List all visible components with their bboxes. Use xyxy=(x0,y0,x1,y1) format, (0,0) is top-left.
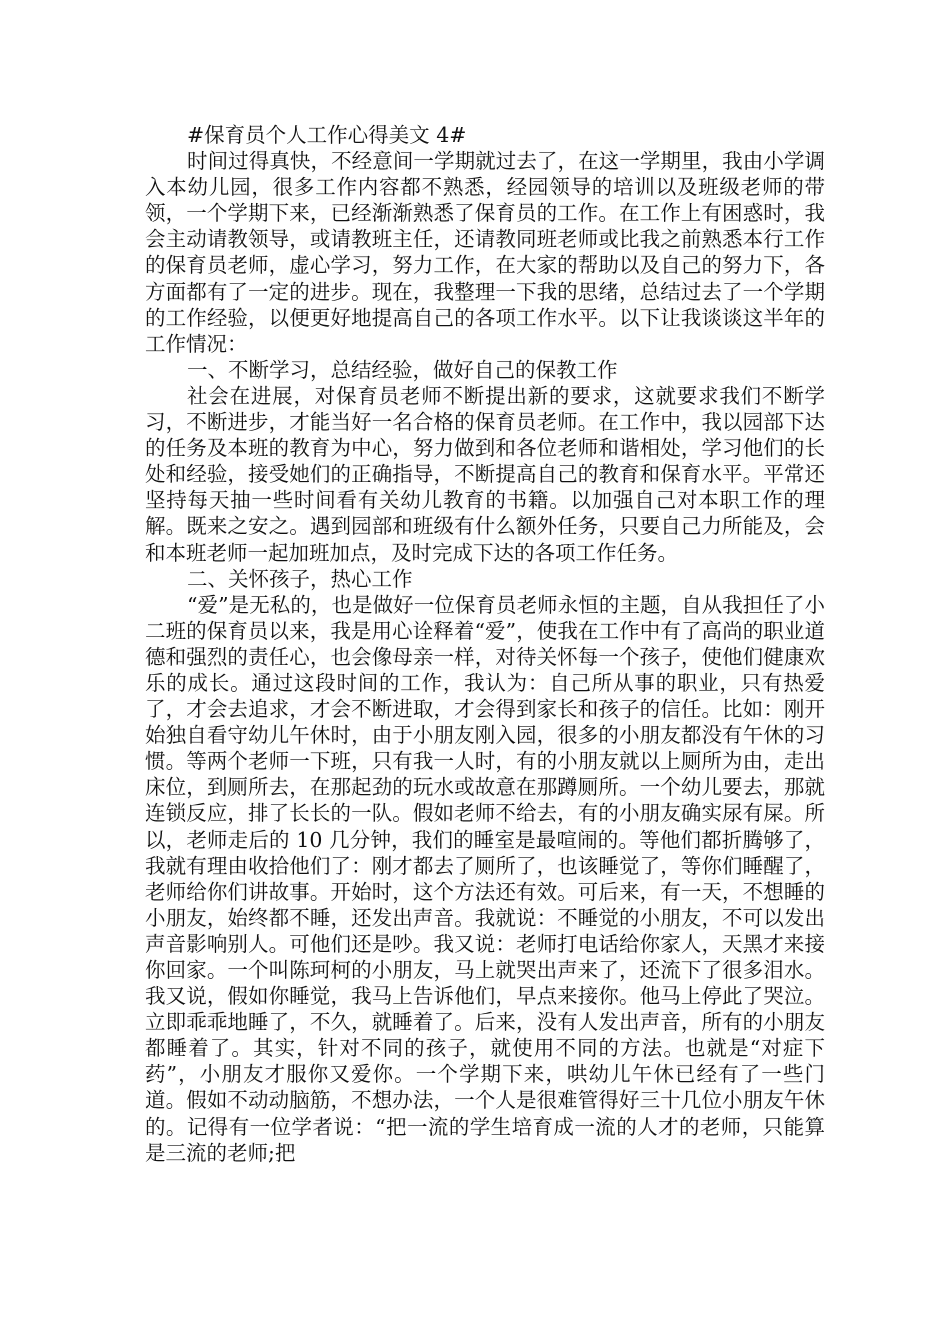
paragraph-section-2: “爱”是无私的，也是做好一位保育员老师永恒的主题，自从我担任了小二班的保育员以来，我是用心诠释着“爱”，使我在工作中有了高尚的职业道德和强烈的责任心，也会像母亲一样，对待关怀每一个孩子，使他们健康欢乐的成长。通过这段时间的工作，我认为：自己所从事的职业，只有热爱了，才会去追求，才会不断进取，才会得到家长和孩子的信任。比如：刚开始独自看守幼儿午休时，由于小朋友刚入园，很多的小朋友都没有午休的习惯。等两个老师一下班，只有我一人时，有的小朋友就以上厕所为由，走出床位，到厕所去，在那起劲的玩水或故意在那蹲厕所。一个幼儿要去，那就连锁反应，排了长长的一队。假如老师不给去，有的小朋友确实尿有屎。所以，老师走后的 10 几分钟，我们的睡室是最喧闹的。等他们都折腾够了，我就有理由收拾他们了：刚才都去了厕所了，也该睡觉了，等你们睡醒了，老师给你们讲故事。开始时，这个方法还有效。可后来，有一天，不想睡的小朋友，始终都不睡，还发出声音。我就说：不睡觉的小朋友，不可以发出声音影响别人。可他们还是吵。我又说：老师打电话给你家人，天黑才来接你回家。一个叫陈珂柯的小朋友，马上就哭出声来了，还流下了很多泪水。我又说，假如你睡觉，我马上告诉他们，早点来接你。他马上停此了哭泣。立即乖乖地睡了，不久，就睡着了。后来，没有人发出声音，所有的小朋友都睡着了。其实，针对不同的孩子，就使用不同的方法。也就是“对症下药”，小朋友才服你又爱你。一个学期下来，哄幼儿午休已经有了一些门道。假如不动动脑筋，不想办法，一个人是很难管得好三十几位小朋友午休的。记得有一位学者说：“把一流的学生培育成一流的人才的老师，只能算是三流的老师;把 xyxy=(145,592,825,1165)
document-body xyxy=(145,122,825,1166)
section-heading-1: 一、不断学习，总结经验，做好自己的保教工作 xyxy=(187,357,618,382)
section-heading-2: 二、关怀孩子，热心工作 xyxy=(187,566,413,591)
paragraph-section-1: 社会在进展，对保育员老师不断提出新的要求，这就要求我们不断学习，不断进步，才能当好一名合格的保育员老师。在工作中，我以园部下达的任务及本班的教育为中心，努力做到和各位老师和谐相处，学习他们的长处和经验，接受她们的正确指导，不断提高自己的教育和保育水平。平常还坚持每天抽一些时间看有关幼儿教育的书籍。以加强自己对本职工作的理解。既来之安之。遇到园部和班级有什么额外任务，只要自己力所能及，会和本班老师一起加班加点，及时完成下达的各项工作任务。 xyxy=(145,383,825,565)
paragraph-intro: 时间过得真快，不经意间一学期就过去了，在这一学期里，我由小学调入本幼儿园，很多工作内容都不熟悉，经园领导的培训以及班级老师的带领，一个学期下来，已经渐渐熟悉了保育员的工作。在工作上有困惑时，我会主动请教领导，或请教班主任，还请教同班老师或比我之前熟悉本行工作的保育员老师，虚心学习，努力工作，在大家的帮助以及自己的努力下，各方面都有了一定的进步。现在，我整理一下我的思绪，总结过去了一个学期的工作经验，以便更好地提高自己的各项工作水平。以下让我谈谈这半年的工作情况： xyxy=(145,149,825,356)
document-title: #保育员个人工作心得美文 4# xyxy=(187,123,467,147)
